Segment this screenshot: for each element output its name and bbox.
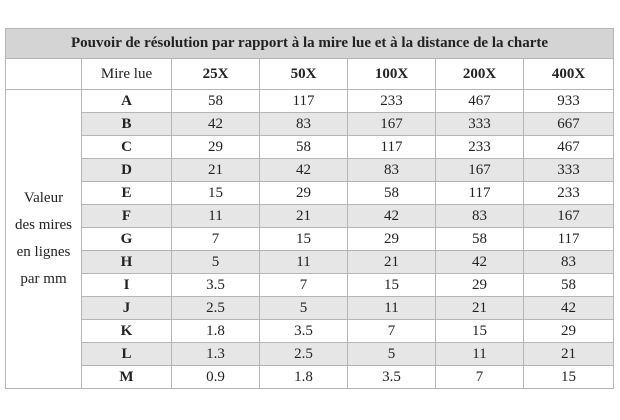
mire-label-cell: L — [82, 343, 172, 366]
value-cell: 333 — [524, 159, 614, 182]
value-cell: 1.3 — [172, 343, 260, 366]
resolution-table — [5, 28, 614, 389]
value-cell: 2.5 — [172, 297, 260, 320]
value-cell: 467 — [436, 90, 524, 113]
value-cell: 167 — [348, 113, 436, 136]
value-cell: 29 — [524, 320, 614, 343]
value-cell: 11 — [260, 251, 348, 274]
table-row — [6, 297, 614, 320]
header-row — [6, 59, 614, 90]
value-cell: 933 — [524, 90, 614, 113]
table-row — [6, 366, 614, 389]
column-header-200x: 200X — [436, 59, 524, 90]
title-row — [6, 29, 614, 59]
value-cell: 11 — [348, 297, 436, 320]
column-header-100x: 100X — [348, 59, 436, 90]
value-cell: 7 — [172, 228, 260, 251]
table-title: Pouvoir de résolution par rapport à la mire lue et à la distance de la charte — [6, 29, 614, 59]
value-cell: 333 — [436, 113, 524, 136]
value-cell: 167 — [436, 159, 524, 182]
table-row — [6, 182, 614, 205]
table-row — [6, 274, 614, 297]
mire-label-cell: A — [82, 90, 172, 113]
value-cell: 58 — [348, 182, 436, 205]
value-cell: 7 — [348, 320, 436, 343]
value-cell: 117 — [260, 90, 348, 113]
value-cell: 83 — [260, 113, 348, 136]
table-row — [6, 159, 614, 182]
side-label-line: des mires — [14, 217, 73, 233]
value-cell: 233 — [524, 182, 614, 205]
value-cell: 7 — [260, 274, 348, 297]
value-cell: 1.8 — [260, 366, 348, 389]
value-cell: 233 — [436, 136, 524, 159]
table-row — [6, 320, 614, 343]
value-cell: 5 — [348, 343, 436, 366]
column-header-400x: 400X — [524, 59, 614, 90]
value-cell: 15 — [436, 320, 524, 343]
side-label-line: par mm — [20, 271, 67, 287]
value-cell: 11 — [172, 205, 260, 228]
value-cell: 83 — [524, 251, 614, 274]
value-cell: 21 — [172, 159, 260, 182]
value-cell: 58 — [260, 136, 348, 159]
table-row — [6, 205, 614, 228]
mire-label-cell: H — [82, 251, 172, 274]
value-cell: 83 — [436, 205, 524, 228]
value-cell: 58 — [436, 228, 524, 251]
value-cell: 42 — [524, 297, 614, 320]
mire-label-cell: C — [82, 136, 172, 159]
mire-label-cell: F — [82, 205, 172, 228]
value-cell: 42 — [260, 159, 348, 182]
value-cell: 117 — [436, 182, 524, 205]
table-row — [6, 343, 614, 366]
value-cell: 58 — [524, 274, 614, 297]
value-cell: 29 — [348, 228, 436, 251]
value-cell: 29 — [436, 274, 524, 297]
mire-label-cell: B — [82, 113, 172, 136]
side-label — [6, 90, 82, 389]
value-cell: 42 — [172, 113, 260, 136]
table-row — [6, 251, 614, 274]
value-cell: 117 — [348, 136, 436, 159]
value-cell: 21 — [260, 205, 348, 228]
value-cell: 42 — [436, 251, 524, 274]
value-cell: 0.9 — [172, 366, 260, 389]
value-cell: 21 — [524, 343, 614, 366]
mire-label-cell: G — [82, 228, 172, 251]
value-cell: 117 — [524, 228, 614, 251]
side-label-line: Valeur — [23, 190, 64, 206]
side-label-line: en lignes — [16, 244, 71, 260]
value-cell: 3.5 — [260, 320, 348, 343]
column-header-50x: 50X — [260, 59, 348, 90]
table-row — [6, 136, 614, 159]
value-cell: 83 — [348, 159, 436, 182]
table-row — [6, 90, 614, 113]
value-cell: 21 — [436, 297, 524, 320]
value-cell: 5 — [172, 251, 260, 274]
value-cell: 21 — [348, 251, 436, 274]
value-cell: 167 — [524, 205, 614, 228]
value-cell: 667 — [524, 113, 614, 136]
value-cell: 29 — [260, 182, 348, 205]
value-cell: 1.8 — [172, 320, 260, 343]
mire-lue-header: Mire lue — [82, 59, 172, 90]
mire-label-cell: J — [82, 297, 172, 320]
mire-label-cell: E — [82, 182, 172, 205]
corner-cell — [6, 59, 82, 90]
mire-label-cell: K — [82, 320, 172, 343]
value-cell: 467 — [524, 136, 614, 159]
column-header-25x: 25X — [172, 59, 260, 90]
value-cell: 3.5 — [348, 366, 436, 389]
value-cell: 15 — [524, 366, 614, 389]
value-cell: 3.5 — [172, 274, 260, 297]
value-cell: 29 — [172, 136, 260, 159]
table-body — [6, 90, 614, 389]
value-cell: 15 — [348, 274, 436, 297]
table-row — [6, 113, 614, 136]
value-cell: 11 — [436, 343, 524, 366]
mire-label-cell: I — [82, 274, 172, 297]
value-cell: 15 — [172, 182, 260, 205]
value-cell: 15 — [260, 228, 348, 251]
value-cell: 233 — [348, 90, 436, 113]
value-cell: 5 — [260, 297, 348, 320]
mire-label-cell: D — [82, 159, 172, 182]
value-cell: 7 — [436, 366, 524, 389]
value-cell: 58 — [172, 90, 260, 113]
value-cell: 42 — [348, 205, 436, 228]
value-cell: 2.5 — [260, 343, 348, 366]
table-row — [6, 228, 614, 251]
mire-label-cell: M — [82, 366, 172, 389]
